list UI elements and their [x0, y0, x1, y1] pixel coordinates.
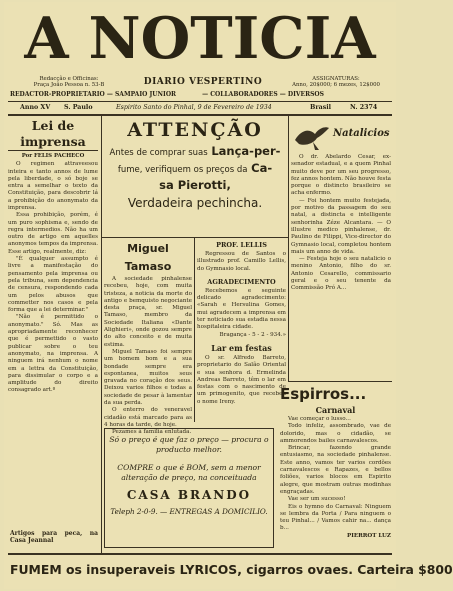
col4-natalicios: [291, 118, 391, 380]
dateline: [10, 103, 390, 113]
col2-paragraph: Pezames á familia enlutada.: [112, 429, 192, 436]
masthead-title: A NOTICIA: [24, 5, 376, 72]
casa-brando-line2: COMPRE o que é BOM, sem a menor alteração de preço, na conceituada: [117, 463, 261, 482]
dateline-date: Espirito Santo do Pinhal, 9 de Fevereiro de 1934: [116, 104, 272, 111]
col3-heading-lar: Lar em festas: [211, 342, 272, 353]
col1-author: Por FELIS PACHECO: [21, 153, 85, 159]
espirros-title: Espirros...: [280, 385, 367, 403]
espirros-top-rule: [288, 381, 392, 382]
bird-icon: [293, 122, 331, 152]
dateline-country: Brasil: [310, 104, 332, 111]
attention-ad-title: ATTENÇÃO: [127, 119, 263, 141]
dateline-bottom-rule: [8, 114, 392, 116]
col3-text-lar: O sr. Alfredo Barreto, proprietario do Salão Oriental e sua senhora d. Ermelinda Andreas Barreto, têm o lar em festas com o nascimento de um primogenito, que recebeu o nome Ireny.: [197, 354, 286, 405]
col1-heading: Lei de imprensa: [8, 118, 98, 151]
column-rule-2: [194, 238, 195, 422]
attention-ad-copy: Antes de comprar suas Lança-per- fume, verifiquem os preços da Ca- sa Pierotti,: [109, 144, 281, 192]
col1-article: [8, 118, 98, 548]
col4-paragraph: — Foi hontem muito festejada, por motivo da passagem do seu natal, a distincta e intelligente senhorinha Zéze Alcantara. — O illustre medico pinhalense, dr. Paulino de Filippi, Vice-director do Gymnasio local, completou hontem mais um anno de vida.: [291, 197, 391, 255]
col2-article: [104, 240, 192, 436]
col1-footer-note: Artigos para peca, na Casa Jeannal: [10, 530, 98, 545]
col2-heading: Miguel Tamaso: [124, 242, 172, 273]
col4-paragraph: O dr. Abelardo Cesar, ex-senador estadual, e a quem Pinhal muito deve por um seu progresso, fez annos hontem. Não houve festa porque o distincto brasileiro se acha enfermo.: [291, 154, 391, 197]
casa-brando-name: CASA BRANDO: [126, 488, 252, 502]
espirros-article: [280, 384, 391, 548]
col3-heading-lellis: PROF. LELLIS: [216, 241, 267, 249]
column-rule-3: [288, 116, 289, 381]
col1-paragraph: Essa prohibição, porém, é um puro sophisma e, sendo de regra intermedios. Não ha um outro de artigo em aquelles anonymos tempos da imprensa. Esse artigo, realmente, diz:: [8, 212, 98, 255]
dateline-city: S. Paulo: [64, 104, 93, 111]
masthead-left-info: Redacção e Officinas: Praça João Pessoa n. 53-B: [33, 76, 105, 89]
dateline-anno: Anno XV: [20, 104, 51, 111]
col3-heading-agradecimento: AGRADECIMENTO: [207, 277, 276, 286]
col3-articles: [197, 240, 286, 422]
natalicios-header: [291, 118, 391, 154]
newspaper-page: [4, 2, 453, 589]
masthead-right-info: ASSIGNATURAS: Anno, 20$000; 6 mezes, 12$000: [292, 76, 380, 89]
col3-text-lellis: Regressou de Santos o illustrado prof. Camillo Lellis, do Gymnasio local.: [197, 251, 286, 272]
col4-paragraph: — Festeja hoje o seu natalicio o menino Antonio, filho do sr. Antonio Cesarello, commissario geral e o seu tenente da Commissão Pró A...: [291, 256, 391, 292]
col1-paragraph: "É qualquer assumpto é livre a manifestação do pensamento pela imprensa ou pela tribuna, sem dependencia de censura, respondendo cada um pelos abusos que commetter nos casos e pela forma que a lei determinar.": [8, 256, 98, 314]
espirros-paragraph: Todo infeliz, assombrado, vae de dolorido, mas o cidadão, se ammorendos bailes carnavalescos.: [280, 423, 391, 444]
casa-brando-line1: Só o preço é que faz o preço — procura o producto melhor.: [109, 435, 269, 454]
col2-paragraph: A sociedade pinhalense recebeu, hoje, com muita tristeza, a noticia da morte do antigo e bemquisto negociante desta praça, sr. Miguel Tamaso, membro da Sociedade Italiana «Dante Alighieri», onde gozou sempre do alto conceito e de muita estima.: [104, 276, 192, 348]
espirros-paragraph: Vae ser um sucesso!: [288, 496, 346, 503]
col2-paragraph: O enterro do veneravel cidadão está marcado para as 4 horas da tarde, de hoje.: [104, 407, 192, 428]
espirros-paragraph: Brincar, fazendo grande entusiasmo, na sociedade pinhalense. Este anno, vamos ter varios cordões carnavalescos e Rapazes, e bellos foliões, varios blocos em Espirito alegre, que mostram outras modinhas engraçadas.: [280, 445, 391, 495]
casa-brando-phone: Teleph 2-0-9. — ENTREGAS A DOMICILIO.: [110, 507, 268, 516]
column-rule-1: [101, 116, 102, 553]
col3-text-agradecimento-sign: Bragança - 5 - 2 - 934.»: [219, 331, 286, 338]
dateline-top-rule: [8, 101, 392, 102]
espirros-signature: PIERROT LUZ: [347, 532, 391, 539]
col1-paragraph: O regimen attraveesou inteira e tanto annos de lume pela liberdade, o só boje se entra a semelhar o texto da Constituição, para descobrir lá a prohibição do anonymato da imprensa.: [8, 161, 98, 211]
masthead-staff-line: REDACTOR-PROPRIETARIO — SAMPAIO JUNIOR — COLLABORADORES — DIVERSOS: [10, 91, 324, 98]
footer-top-rule: [8, 553, 392, 555]
footer-ad: FUMEM os insuperaveis LYRICOS, cigarros ovaes. Carteira $800: [10, 562, 453, 577]
espirros-subtitle: Carnaval: [315, 405, 356, 415]
espirros-paragraph: Vae começar o lusso...: [288, 416, 351, 422]
attention-ad-rule: [102, 237, 288, 238]
casa-brando-ad: [104, 428, 274, 548]
col4-heading: Natalicios: [333, 128, 390, 139]
espirros-paragraph: Eis o hymno do Carnaval: Ninguem se lembra da Porta / Para ninguem o teu Pinhal... / Vamos cahir na... dança b...: [280, 503, 391, 532]
col1-paragraph: "Não é permittido o anonymato." Só. Mas as apropriadamente reconhecer que é permettido o vasto publicar sobre o teu anonymato, na imprensa. A ninguem irá nenhum o nome em a lettra da Constituição, para dissimular o corpo e a amplitude do direito consagrado art.º: [8, 314, 98, 394]
dateline-number: N. 2374: [350, 104, 378, 111]
col2-paragraph: Miguel Tamaso foi sempre um homem bom e a sua bondade sempre era espontanea, muitos seus gravada no coração dos seus. Deixou varios filhos e todas a sociedade de pesar à lamentar da sua perda.: [104, 348, 192, 407]
attention-ad-tagline: Verdadeira pechincha.: [127, 196, 263, 210]
col3-text-agradecimento: Recebemos e seguinte delicado agradecimento: «Sarah e Hersulina Gomes, mui agradecem a imprensa em ter noticiado sua estadia nessa hospitaleira cidade.: [197, 287, 286, 331]
attention-ad: [104, 118, 286, 234]
masthead-subtitle: DIARIO VESPERTINO: [143, 77, 263, 87]
